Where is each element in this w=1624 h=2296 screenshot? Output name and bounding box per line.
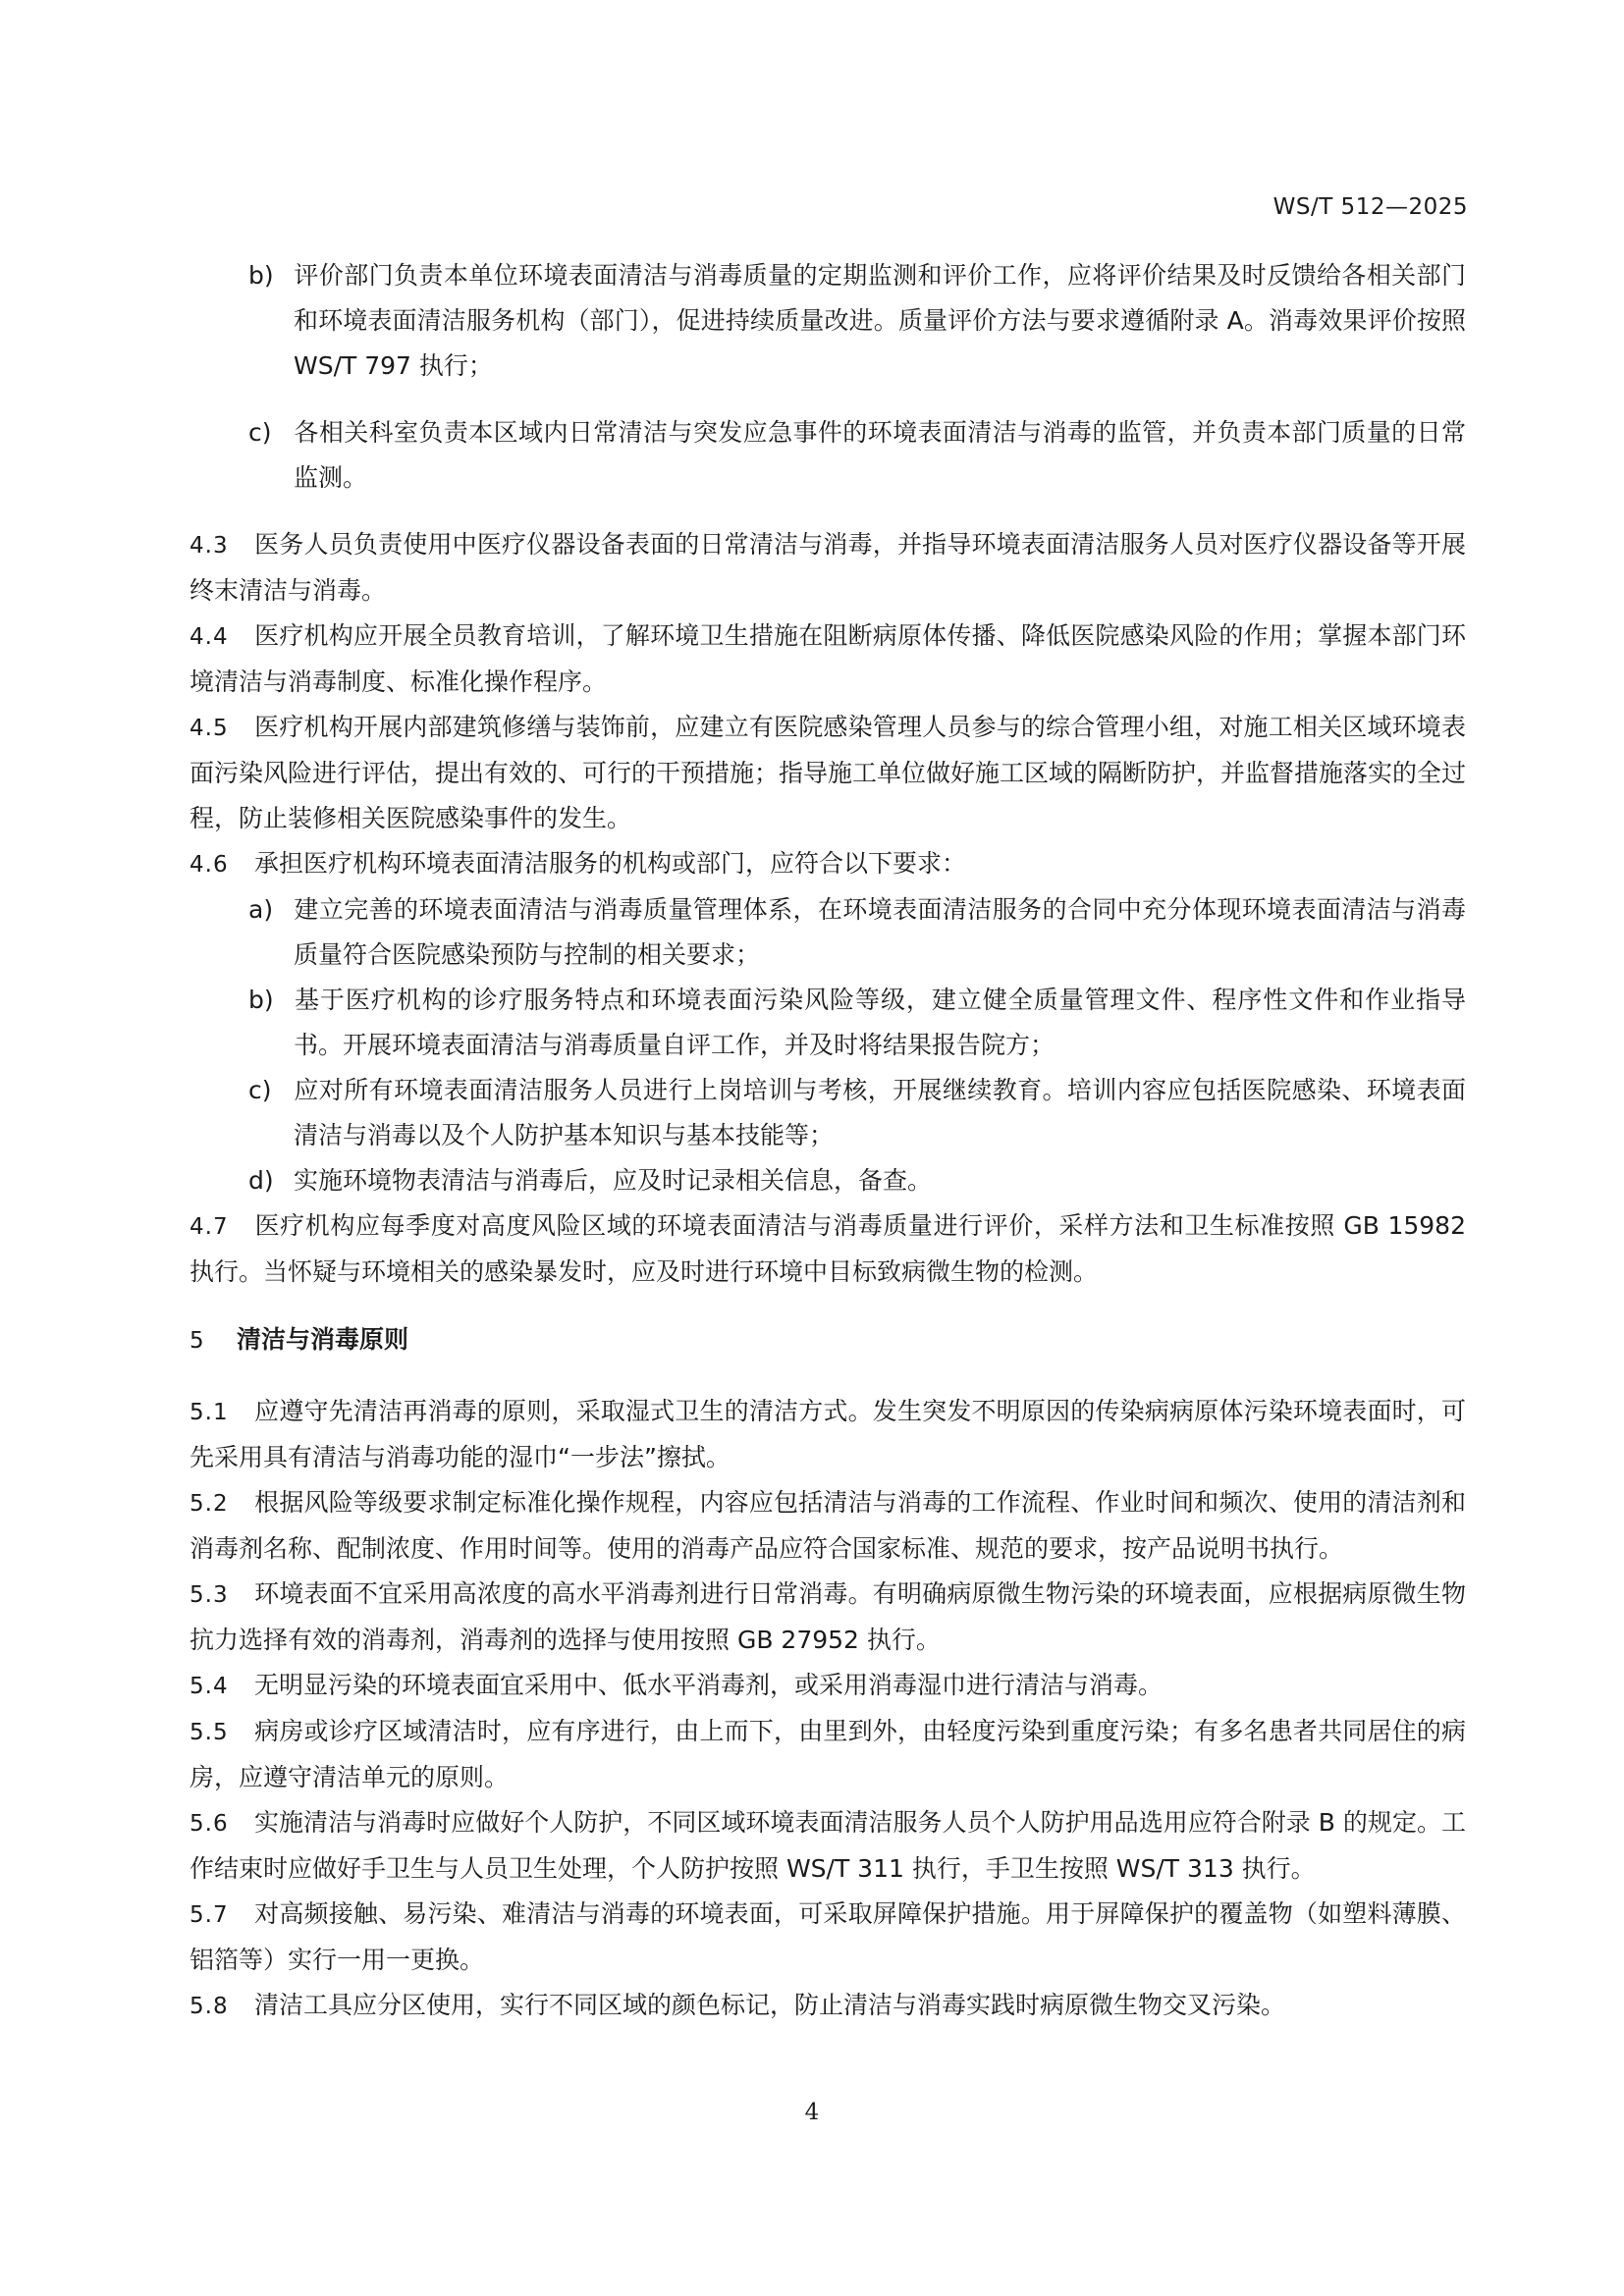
clause-text: 病房或诊疗区域清洁时，应有序进行，由上而下，由里到外，由轻度污染到重度污染；有多名患者共同居住的病房，应遵守清洁单元的原则。 [189, 1717, 1466, 1791]
list-item [189, 410, 1466, 501]
clause-number: 5.2 [189, 1491, 229, 1517]
clause-number: 5.1 [189, 1400, 229, 1425]
page-number: 4 [804, 2100, 820, 2125]
clause-paragraph [189, 614, 1466, 705]
list-marker: d) [248, 1166, 274, 1195]
clause-paragraph [189, 1663, 1466, 1709]
clause-number: 5.7 [189, 1902, 229, 1928]
clause-text: 无明显污染的环境表面宜采用中、低水平消毒剂，或采用消毒湿巾进行清洁与消毒。 [254, 1671, 1164, 1699]
clause-number: 4.5 [189, 716, 229, 741]
list-item [189, 1158, 1466, 1203]
clause-number: 5.8 [189, 1994, 229, 2019]
clause-text: 医疗机构开展内部建筑修缮与装饰前，应建立有医院感染管理人员参与的综合管理小组，对施工相关区域环境表面污染风险进行评估，提出有效的、可行的干预措施；指导施工单位做好施工区域的隔断防护，并监督措施落实的全过程，防止装修相关医院感染事件的发生。 [189, 713, 1467, 832]
list-marker: a) [248, 895, 274, 924]
list-item [189, 253, 1466, 389]
list-marker: c) [248, 418, 272, 447]
list-item-text: 各相关科室负责本区域内日常清洁与突发应急事件的环境表面清洁与消毒的监管，并负责本部门质量的日常监测。 [294, 418, 1466, 492]
list-item [189, 887, 1466, 978]
clause-text: 环境表面不宜采用高浓度的高水平消毒剂进行日常消毒。有明确病原微生物污染的环境表面，应根据病原微生物抗力选择有效的消毒剂，消毒剂的选择与使用按照 GB 27952 执行。 [189, 1579, 1466, 1654]
clause-text: 医疗机构应每季度对高度风险区域的环境表面清洁与消毒质量进行评价，采样方法和卫生标准按照 GB 15982 执行。当怀疑与环境相关的感染暴发时，应及时进行环境中目标致病微生物的检测。 [189, 1211, 1466, 1286]
clause-text: 对高频接触、易污染、难清洁与消毒的环境表面，可采取屏障保护措施。用于屏障保护的覆盖物（如塑料薄膜、铝箔等）实行一用一更换。 [189, 1899, 1466, 1974]
section-number: 5 [189, 1328, 205, 1354]
list-marker: b) [248, 261, 274, 290]
clause-number: 4.6 [189, 852, 229, 878]
list-item-text: 评价部门负责本单位环境表面清洁与消毒质量的定期监测和评价工作，应将评价结果及时反馈给各相关部门和环境表面清洁服务机构（部门），促进持续质量改进。质量评价方法与要求遵循附录 A。消毒效果评价按照 WS/T 797 执行； [294, 261, 1466, 380]
list-item-text: 建立完善的环境表面清洁与消毒质量管理体系，在环境表面清洁服务的合同中充分体现环境表面清洁与消毒质量符合医院感染预防与控制的相关要求； [294, 895, 1466, 969]
section-title-text: 清洁与消毒原则 [237, 1325, 409, 1354]
clause-number: 5.3 [189, 1582, 229, 1608]
clause-paragraph [189, 1389, 1466, 1480]
section-heading [189, 1320, 1466, 1356]
list-item [189, 978, 1466, 1068]
clause-text: 应遵守先清洁再消毒的原则，采取湿式卫生的清洁方式。发生突发不明原因的传染病病原体污染环境表面时，可先采用具有清洁与消毒功能的湿巾“一步法”擦拭。 [189, 1397, 1466, 1471]
clause-text: 根据风险等级要求制定标准化操作规程，内容应包括清洁与消毒的工作流程、作业时间和频次、使用的清洁剂和消毒剂名称、配制浓度、作用时间等。使用的消毒产品应符合国家标准、规范的要求，按产品说明书执行。 [189, 1488, 1466, 1563]
clause-text: 医务人员负责使用中医疗仪器设备表面的日常清洁与消毒，并指导环境表面清洁服务人员对医疗仪器设备等开展终末清洁与消毒。 [189, 530, 1466, 605]
clause-paragraph [189, 705, 1466, 841]
clause-number: 5.6 [189, 1811, 229, 1837]
clause-number: 4.7 [189, 1214, 229, 1240]
clause-text: 清洁工具应分区使用，实行不同区域的颜色标记，防止清洁与消毒实践时病原微生物交叉污染。 [254, 1991, 1286, 2019]
clause-number: 5.5 [189, 1720, 229, 1745]
list-marker: b) [248, 986, 274, 1014]
clause-paragraph [189, 522, 1466, 614]
clause-paragraph [189, 1892, 1466, 1983]
clause-paragraph [189, 1480, 1466, 1572]
clause-paragraph [189, 1800, 1466, 1892]
list-item-text: 实施环境物表清洁与消毒后，应及时记录相关信息，备查。 [294, 1166, 933, 1195]
clause-paragraph [189, 1572, 1466, 1663]
clause-paragraph [189, 841, 1466, 887]
list-item-text: 基于医疗机构的诊疗服务特点和环境表面污染风险等级，建立健全质量管理文件、程序性文件和作业指导书。开展环境表面清洁与消毒质量自评工作，并及时将结果报告院方； [294, 986, 1466, 1059]
list-item-text: 应对所有环境表面清洁服务人员进行上岗培训与考核，开展继续教育。培训内容应包括医院感染、环境表面清洁与消毒以及个人防护基本知识与基本技能等； [294, 1076, 1466, 1149]
clause-text: 承担医疗机构环境表面清洁服务的机构或部门，应符合以下要求： [254, 849, 967, 878]
clause-paragraph [189, 1709, 1466, 1800]
clause-number: 5.4 [189, 1674, 229, 1699]
list-item [189, 1068, 1466, 1158]
clause-paragraph [189, 1203, 1466, 1295]
document-id-header: WS/T 512—2025 [1272, 194, 1468, 220]
clause-text: 实施清洁与消毒时应做好个人防护，不同区域环境表面清洁服务人员个人防护用品选用应符合附录 B 的规定。工作结束时应做好手卫生与人员卫生处理，个人防护按照 WS/T 311 执行，手卫生按照 WS/T 313 执行。 [189, 1808, 1466, 1883]
clause-text: 医疗机构应开展全员教育培训，了解环境卫生措施在阻断病原体传播、降低医院感染风险的作用；掌握本部门环境清洁与消毒制度、标准化操作程序。 [189, 621, 1466, 696]
clause-number: 4.3 [189, 533, 229, 559]
clause-number: 4.4 [189, 624, 229, 650]
clause-paragraph [189, 1983, 1466, 2029]
list-marker: c) [248, 1076, 272, 1104]
document-body [189, 253, 1466, 2029]
